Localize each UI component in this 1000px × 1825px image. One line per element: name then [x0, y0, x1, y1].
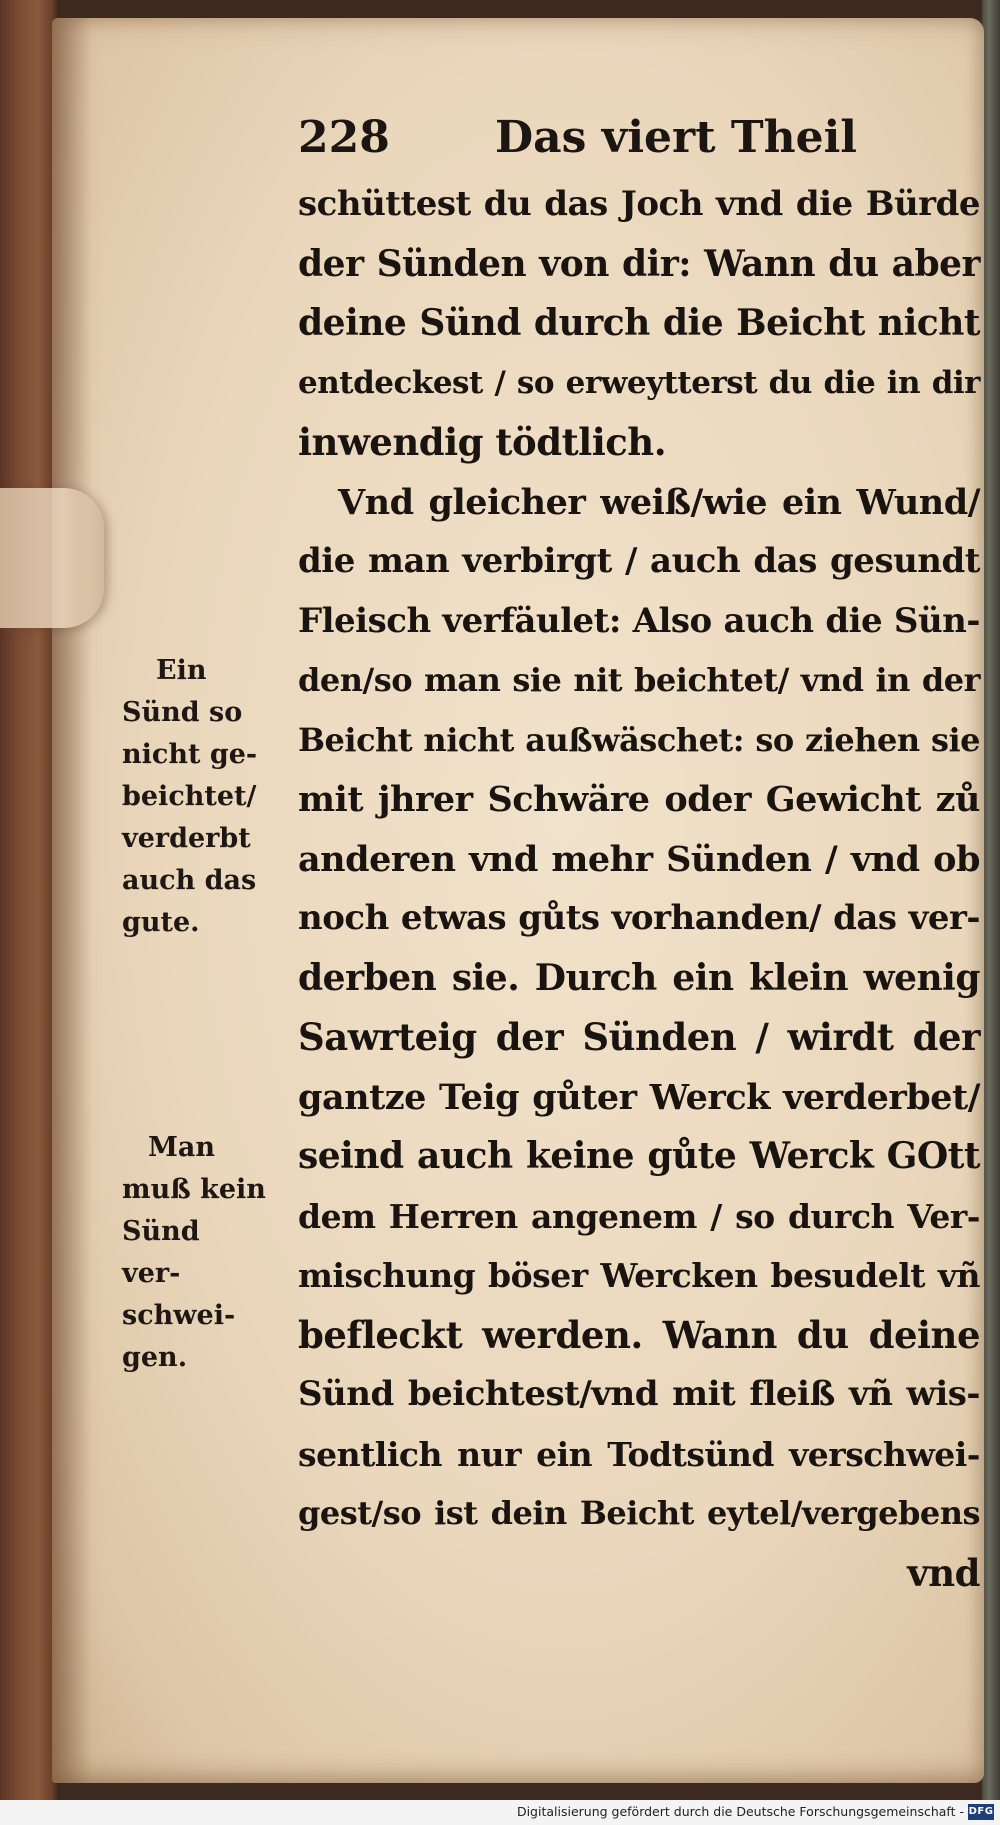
margin-note-line: verderbt	[122, 823, 251, 854]
text-line: deine Sünd durch die Beicht nicht	[298, 302, 980, 344]
running-title: Das viert Theil	[495, 112, 858, 163]
bookmark-tab	[0, 488, 104, 628]
margin-note-line: Sünd so	[122, 697, 243, 728]
text-line: mischung böser Wercken besudelt vñ	[298, 1256, 980, 1295]
margin-note-line: muß kein	[122, 1174, 266, 1205]
text-line: seind auch keine gůte Werck GOtt	[298, 1135, 980, 1177]
text-line: den/so man sie nit beichtet/ vnd in der	[298, 661, 980, 699]
running-head	[298, 112, 938, 172]
margin-note-line: schwei-	[122, 1300, 236, 1331]
margin-note-line: nicht ge-	[122, 739, 258, 770]
margin-note-line: gen.	[122, 1342, 188, 1373]
text-line: derben sie. Durch ein klein wenig	[298, 956, 980, 999]
margin-note-line: beichtet/	[122, 781, 257, 812]
text-line: gantze Teig gůter Werck verderbet/	[298, 1076, 980, 1118]
catchword: vnd	[907, 1550, 980, 1595]
margin-note-line: gute.	[122, 907, 200, 938]
dfg-logo: DFG	[968, 1804, 994, 1820]
body-text	[298, 175, 980, 1603]
margin-note-conceal-no-sin	[122, 1127, 266, 1379]
text-line: inwendig tödtlich.	[298, 420, 667, 464]
text-line: dem Herren angenem / so durch Ver-	[298, 1196, 980, 1236]
text-line: die man verbirgt / auch das gesundt	[298, 541, 980, 581]
margin-note-line: Sünd	[122, 1216, 200, 1247]
text-line: sentlich nur ein Todtsünd verschwei-	[298, 1434, 980, 1474]
text-line: mit jhrer Schwäre oder Gewicht zů	[298, 779, 980, 820]
margin-note-line: ver-	[122, 1258, 181, 1289]
text-line: Sawrteig der Sünden / wirdt der	[298, 1015, 980, 1059]
funding-credit: Digitalisierung gefördert durch die Deutsche Forschungsgemeinschaft -	[516, 1804, 964, 1819]
text-line: schüttest du das Joch vnd die Bürde	[298, 184, 980, 224]
text-line: noch etwas gůts vorhanden/ das ver-	[298, 898, 980, 938]
text-line: gest/so ist dein Beicht eytel/vergebens	[298, 1494, 980, 1532]
margin-note-line: Ein	[156, 655, 207, 686]
text-line: anderen vnd mehr Sünden / vnd ob	[298, 838, 980, 880]
gutter-shadow	[52, 18, 92, 1783]
footer-bar	[0, 1800, 1000, 1825]
book-cover-edge	[982, 0, 1000, 1800]
text-line: entdeckest / so erweytterst du die in dir	[298, 364, 980, 401]
text-line: befleckt werden. Wann du deine	[298, 1312, 980, 1357]
text-line: der Sünden von dir: Wann du aber	[298, 242, 980, 285]
text-line: Beicht nicht außwäschet: so ziehen sie	[298, 720, 980, 759]
margin-note-line: auch das	[122, 865, 257, 896]
text-line: Vnd gleicher weiß/wie ein Wund/	[338, 481, 980, 523]
page-number: 228	[298, 112, 390, 163]
text-line: Fleisch verfäulet: Also auch die Sün-	[298, 600, 980, 641]
margin-note-unconfessed-sin	[122, 650, 257, 944]
margin-note-line: Man	[148, 1132, 216, 1163]
text-line: Sünd beichtest/vnd mit fleiß vñ wis-	[298, 1374, 980, 1414]
